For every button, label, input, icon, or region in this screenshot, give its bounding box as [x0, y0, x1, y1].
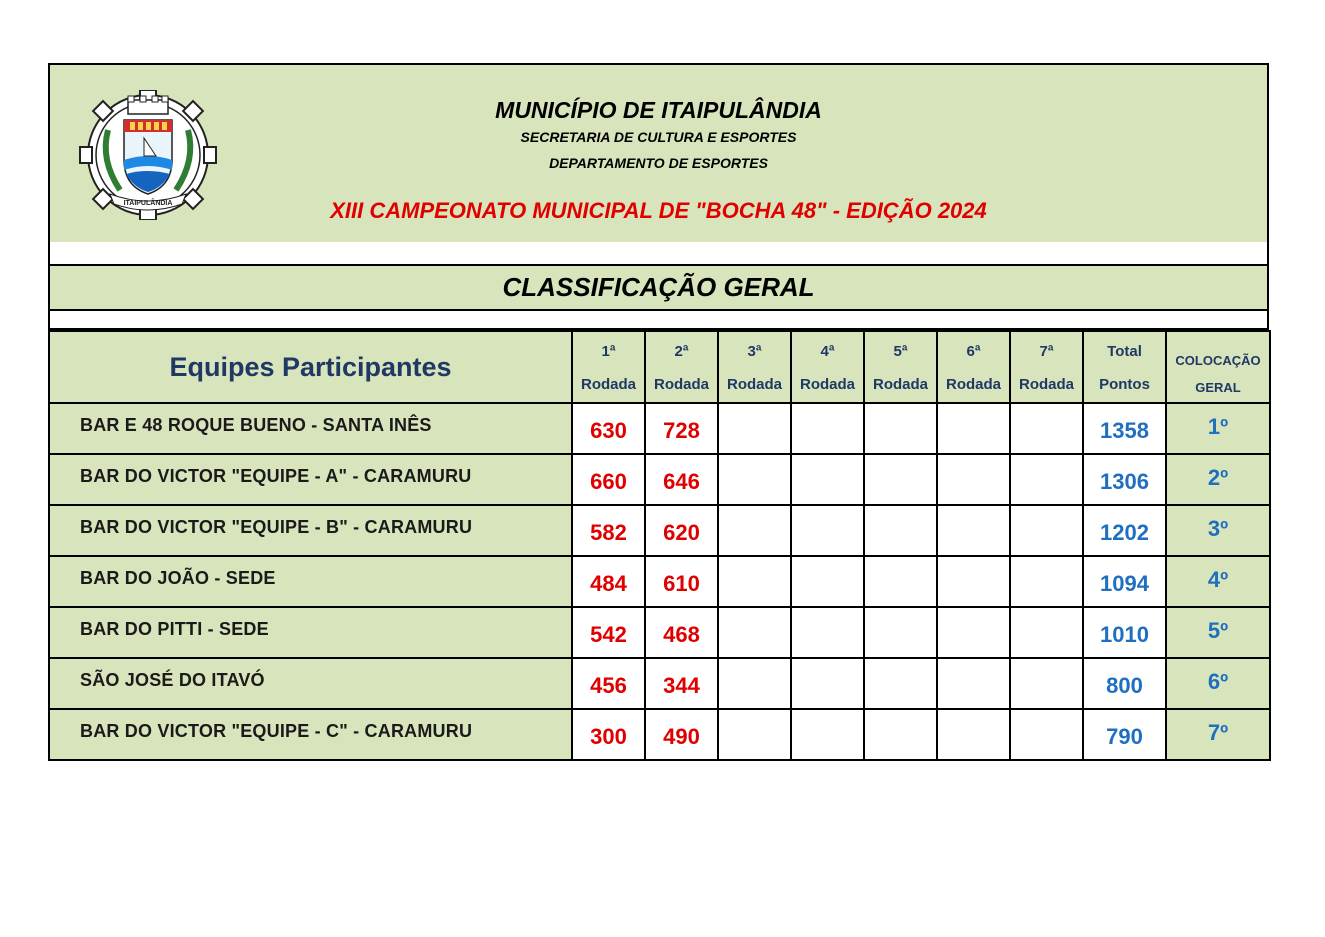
round-1-score: 582 — [572, 505, 645, 556]
total-points: 790 — [1083, 709, 1166, 760]
total-points: 800 — [1083, 658, 1166, 709]
round-1-score: 484 — [572, 556, 645, 607]
round-3-score — [718, 505, 791, 556]
total-points: 1094 — [1083, 556, 1166, 607]
placement: 1º — [1166, 403, 1270, 454]
table-row — [49, 556, 1270, 607]
round-4-score — [791, 607, 864, 658]
team-name: BAR DO PITTI - SEDE — [49, 607, 572, 658]
secretariat-subtitle: SECRETARIA DE CULTURA E ESPORTES — [520, 129, 797, 145]
round-7-score — [1010, 454, 1083, 505]
team-name: BAR DO VICTOR "EQUIPE - B" - CARAMURU — [49, 505, 572, 556]
spacer-row — [48, 311, 1269, 330]
spacer-row — [48, 242, 1269, 266]
round-6-score — [937, 454, 1010, 505]
round-3-score — [718, 454, 791, 505]
round-4-score — [791, 709, 864, 760]
table-row — [49, 658, 1270, 709]
round-4-score — [791, 403, 864, 454]
placement: 2º — [1166, 454, 1270, 505]
round-3-score — [718, 658, 791, 709]
round-6-score — [937, 607, 1010, 658]
round-3-score — [718, 709, 791, 760]
round-5-score — [864, 403, 937, 454]
municipality-title: MUNICÍPIO DE ITAIPULÂNDIA — [495, 97, 822, 123]
round-6-score — [937, 709, 1010, 760]
round-2-score: 468 — [645, 607, 718, 658]
round-2-score: 646 — [645, 454, 718, 505]
round-3-score — [718, 556, 791, 607]
championship-title: XIII CAMPEONATO MUNICIPAL DE "BOCHA 48" - EDIÇÃO 2024 — [330, 198, 987, 223]
round-3-header: 3ª Rodada — [718, 331, 791, 403]
placement: 5º — [1166, 607, 1270, 658]
round-4-header: 4ª Rodada — [791, 331, 864, 403]
overall-placement-header: COLOCAÇÃO GERAL — [1166, 331, 1270, 403]
round-7-score — [1010, 556, 1083, 607]
results-table — [48, 330, 1271, 761]
round-3-score — [718, 607, 791, 658]
round-4-score — [791, 454, 864, 505]
total-points: 1306 — [1083, 454, 1166, 505]
round-7-score — [1010, 403, 1083, 454]
round-2-score: 490 — [645, 709, 718, 760]
round-6-header: 6ª Rodada — [937, 331, 1010, 403]
round-7-score — [1010, 607, 1083, 658]
round-2-header: 2ª Rodada — [645, 331, 718, 403]
table-row — [49, 403, 1270, 454]
round-2-score: 620 — [645, 505, 718, 556]
table-row — [49, 505, 1270, 556]
round-7-score — [1010, 709, 1083, 760]
placement: 3º — [1166, 505, 1270, 556]
round-7-header: 7ª Rodada — [1010, 331, 1083, 403]
table-row — [49, 454, 1270, 505]
round-2-score: 610 — [645, 556, 718, 607]
header-panel — [48, 63, 1269, 246]
round-6-score — [937, 403, 1010, 454]
total-points: 1202 — [1083, 505, 1166, 556]
round-5-score — [864, 556, 937, 607]
total-points-header: Total Pontos — [1083, 331, 1166, 403]
round-1-score: 660 — [572, 454, 645, 505]
round-1-score: 630 — [572, 403, 645, 454]
round-5-score — [864, 658, 937, 709]
round-3-score — [718, 403, 791, 454]
round-6-score — [937, 556, 1010, 607]
round-1-score: 300 — [572, 709, 645, 760]
round-6-score — [937, 505, 1010, 556]
table-row — [49, 709, 1270, 760]
table-header-row — [49, 331, 1270, 403]
total-points: 1358 — [1083, 403, 1166, 454]
round-4-score — [791, 505, 864, 556]
round-6-score — [937, 658, 1010, 709]
placement: 6º — [1166, 658, 1270, 709]
team-column-header: Equipes Participantes — [49, 331, 572, 403]
round-1-score: 456 — [572, 658, 645, 709]
round-5-score — [864, 505, 937, 556]
section-title: CLASSIFICAÇÃO GERAL — [48, 266, 1269, 311]
round-1-score: 542 — [572, 607, 645, 658]
department-subtitle: DEPARTAMENTO DE ESPORTES — [549, 155, 768, 171]
team-name: BAR DO JOÃO - SEDE — [49, 556, 572, 607]
round-1-header: 1ª Rodada — [572, 331, 645, 403]
round-4-score — [791, 658, 864, 709]
svg-text:ITAIPULÂNDIA: ITAIPULÂNDIA — [123, 200, 173, 207]
round-5-score — [864, 454, 937, 505]
round-2-score: 344 — [645, 658, 718, 709]
round-7-score — [1010, 505, 1083, 556]
placement: 4º — [1166, 556, 1270, 607]
round-7-score — [1010, 658, 1083, 709]
round-5-score — [864, 709, 937, 760]
round-5-score — [864, 607, 937, 658]
team-name: BAR DO VICTOR "EQUIPE - A" - CARAMURU — [49, 454, 572, 505]
team-name: BAR E 48 ROQUE BUENO - SANTA INÊS — [49, 403, 572, 454]
round-4-score — [791, 556, 864, 607]
placement: 7º — [1166, 709, 1270, 760]
round-5-header: 5ª Rodada — [864, 331, 937, 403]
team-name: SÃO JOSÉ DO ITAVÓ — [49, 658, 572, 709]
round-2-score: 728 — [645, 403, 718, 454]
total-points: 1010 — [1083, 607, 1166, 658]
table-row — [49, 607, 1270, 658]
team-name: BAR DO VICTOR "EQUIPE - C" - CARAMURU — [49, 709, 572, 760]
